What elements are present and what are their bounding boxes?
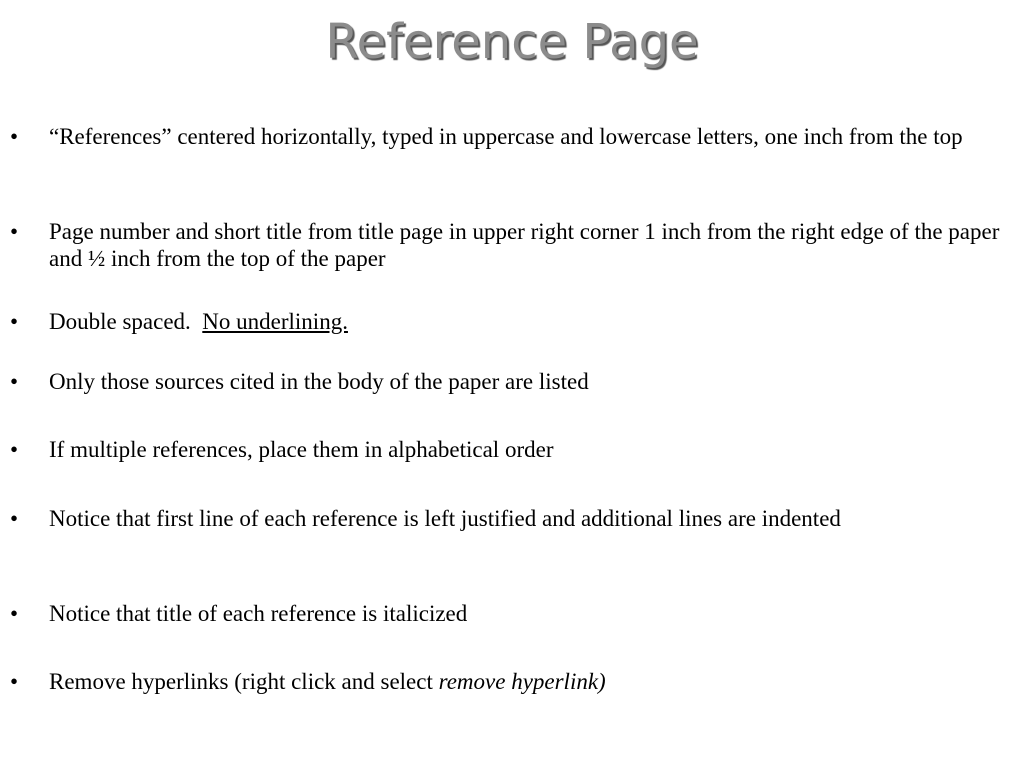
list-item (10, 218, 1000, 272)
list-item (10, 668, 1000, 695)
bullet-text: “References” centered horizontally, typed in uppercase and lowercase letters, one inch from the top (49, 124, 963, 149)
bullet-icon: • (10, 669, 19, 694)
bullet-icon: • (10, 219, 19, 244)
bullet-text: Remove hyperlinks (right click and select (49, 669, 433, 694)
list-item (10, 368, 1000, 395)
list-item (10, 123, 1000, 150)
list-item (10, 308, 1000, 335)
bullet-icon: • (10, 601, 19, 626)
bullet-text: If multiple references, place them in alphabetical order (49, 437, 554, 462)
underlined-text: No underlining. (202, 309, 348, 334)
italic-text: remove hyperlink) (438, 669, 606, 694)
bullet-icon: • (10, 437, 19, 462)
bullet-text-group (49, 668, 1000, 695)
bullet-icon: • (10, 369, 19, 394)
bullet-text: Double spaced. (49, 309, 191, 334)
list-item (10, 600, 1000, 627)
bullet-text: Page number and short title from title page in upper right corner 1 inch from the right edge of the paper and ½ inch from the top of the paper (49, 219, 1000, 271)
bullet-icon: • (10, 309, 19, 334)
bullet-icon: • (10, 506, 19, 531)
bullet-icon: • (10, 124, 19, 149)
list-item (10, 436, 1000, 463)
bullet-text: Notice that first line of each reference is left justified and additional lines are indented (49, 506, 841, 531)
bullet-text-group (49, 308, 1000, 335)
bullet-text: Only those sources cited in the body of the paper are listed (49, 369, 589, 394)
bullet-text: Notice that title of each reference is italicized (49, 601, 468, 626)
page-title: Reference Page (325, 14, 699, 70)
list-item (10, 505, 1000, 532)
